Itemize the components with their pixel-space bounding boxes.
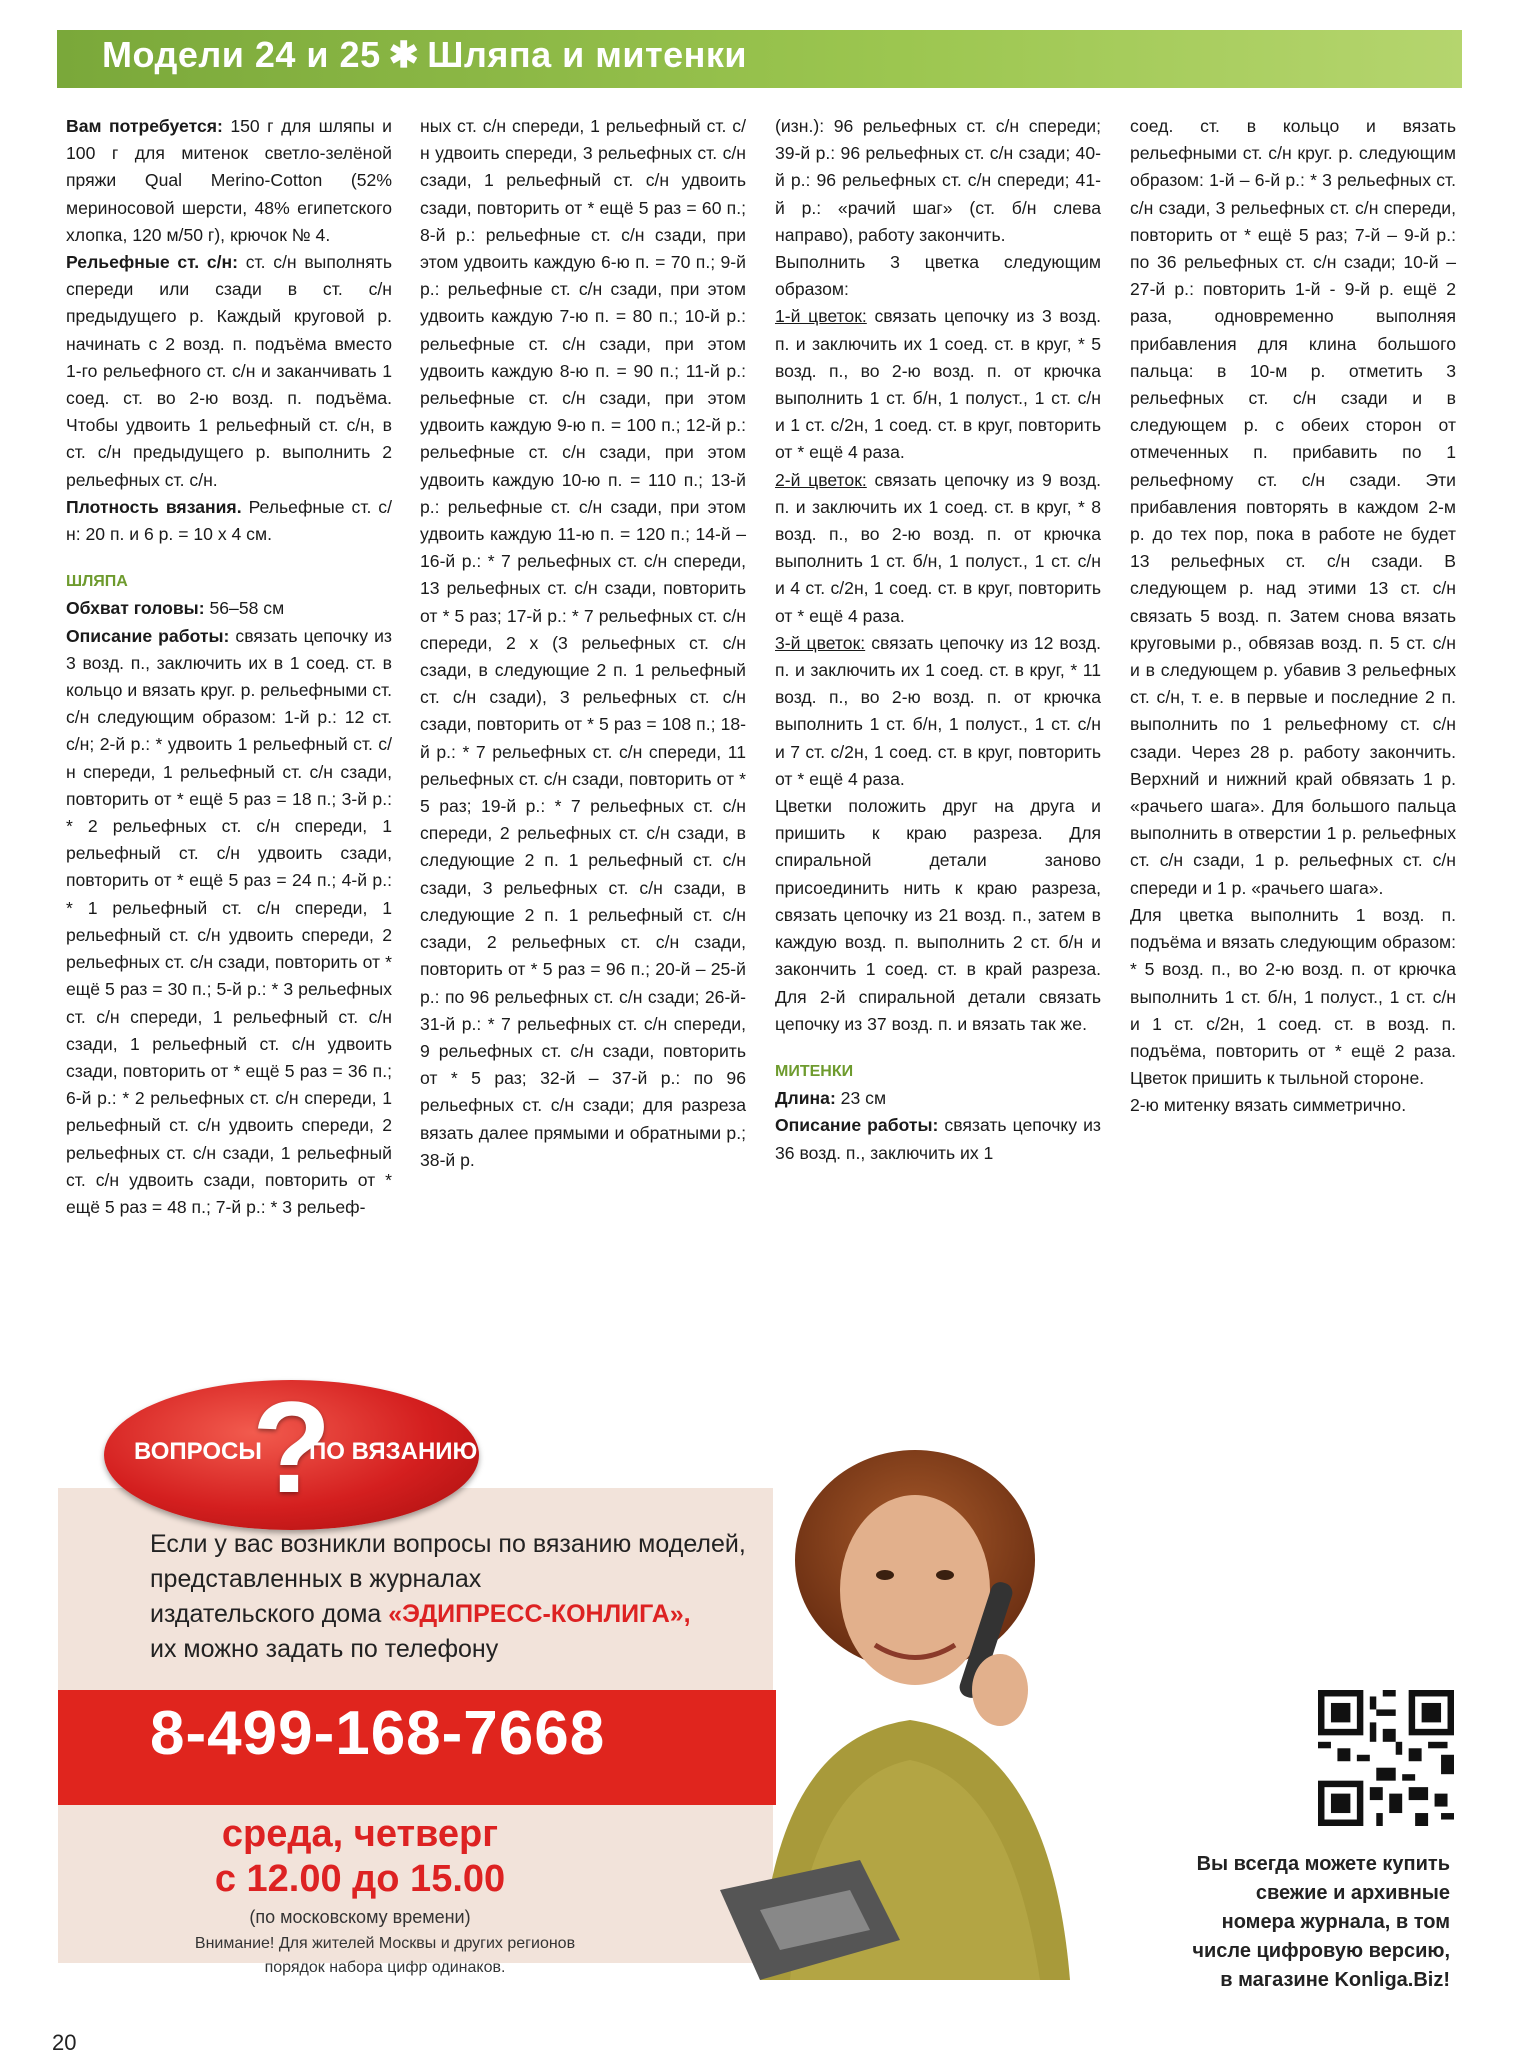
page-number: 20: [52, 2030, 77, 2055]
timezone-note: (по московскому времени): [249, 1907, 471, 1927]
column-1: Вам потребуется: 150 г для шляпы и 100 г для митенок светло-зелёной пряжи Qual Merino-Cotton (52% мериносовой шерсти, 48% египетского хлопка, 120 м/50 г), крючок № 4. Рельефные ст. с/н: ст. с/н выполнять спереди или сзади в ст. с/н предыдущего р. Каждый круговой р. начинать с 2 возд. п. подъёма вместо 1-го рельефного ст. с/н и заканчивать 1 соед. ст. во 2-ю возд. п. подъёма. Чтобы удвоить 1 рельефный ст. с/н, в ст. с/н предыдущего р. выполнить 2 рельефных ст. с/н. Плотность вязания. Рельефные ст. с/н: 20 п. и 6 р. = 10 х 4 см. ШЛЯПА Обхват головы: 56–58 см Описание работы: связать цепочку из 3 возд. п., заключить их в 1 соед. ст. в кольцо и вязать круг. р. рельефными ст. с/н следующим образом: 1-й р.: 12 ст. с/н; 2-й р.: * удвоить 1 рельефный ст. с/н спереди, 1 рельефный ст. с/н сзади, повторить от * ещё 5 раз = 18 п.; 3-й р.: * 2 рельефных ст. с/н спереди, 1 рельефный ст. с/н удвоить сзади, повторить от * ещё 5 раз = 24 п.; 4-й р.: * 1 рельефный ст. с/н спереди, 1 рельефный ст. с/н удвоить спереди, 2 рельефных ст. с/н сзади, повторить от * ещё 5 раз = 30 п.; 5-й р.: * 3 рельефных ст. с/н спереди, 1 рельефный ст. с/н сзади, 1 рельефный ст. с/н удвоить сзади, повторить от * ещё 5 раз = 36 п.; 6-й р.: * 2 рельефных ст. с/н спереди, 1 рельефный ст. с/н удвоить спереди, 2 рельефных ст. с/н сзади, 1 рельефный ст. с/н удвоить сзади, повторить от * ещё 5 раз = 48 п.; 7-й р.: * 3 рельеф-: [66, 116, 392, 1217]
header-bar: [57, 30, 1462, 88]
column-3: (изн.): 96 рельефных ст. с/н спереди; 39-й р.: 96 рельефных ст. с/н сзади; 40-й р.: 96 рельефных ст. с/н спереди; 41-й р.: «рачий шаг» (ст. б/н слева направо), работу закончить. Выполнить 3 цветка следующим образом: 1-й цветок: связать цепочку из 3 возд. п. и заключить их 1 соед. ст. в круг, * 5 возд. п., во 2-ю возд. п. от крючка выполнить 1 ст. б/н, 1 полуст., 1 ст. с/н и 1 ст. с/2н, 1 соед. ст. в круг, повторить от * ещё 4 раза. 2-й цветок: связать цепочку из 9 возд. п. и заключить их 1 соед. ст. в круг, * 8 возд. п., во 2-ю возд. п. от крючка выполнить 1 ст. б/н, 1 полуст., 1 ст. с/н и 4 ст. с/2н, 1 соед. ст. в круг, повторить от * ещё 4 раза. 3-й цветок: связать цепочку из 12 возд. п. и заключить их 1 соед. ст. в круг, * 11 возд. п., во 2-ю возд. п. от крючка выполнить 1 ст. б/н, 1 полуст., 1 ст. с/н и 7 ст. с/2н, 1 соед. ст. в круг, повторить от * ещё 4 раза. Цветки положить друг на друга и пришить к краю разреза. Для спиральной детали заново присоединить нить к краю разреза, связать цепочку из 21 возд. п., затем в каждую возд. п. выполнить 2 ст. б/н и закончить 1 соед. ст. в край разреза. Для 2-й спиральной детали связать цепочку из 37 возд. п. и вязать так же. МИТЕНКИ Длина: 23 см Описание работы: связать цепочку из 36 возд. п., заключить их 1: [775, 116, 1101, 1163]
publisher-name: «ЭДИПРЕСС-КОНЛИГА»,: [388, 1600, 691, 1628]
woman-phone-photo: [700, 1440, 1120, 1980]
questions-badge: ВОПРОСЫ ? ПО ВЯЗАНИЮ: [104, 1380, 479, 1530]
phone-number[interactable]: 8-499-168-7668: [150, 1699, 606, 1768]
section-heading-hat: ШЛЯПА: [66, 573, 128, 591]
questions-intro: Если у вас возникли вопросы по вязанию моделей, представленных в журналах издательского дома «ЭДИПРЕСС-КОНЛИГА», их можно задать по телефону: [150, 1530, 746, 1663]
shop-note: Вы всегда можете купить свежие и архивные номера журнала, в том числе цифровую версию, в магазине Konliga.Biz!: [1192, 1853, 1450, 1991]
call-days: среда, четверг: [221, 1813, 499, 1855]
section-heading-mittens: МИТЕНКИ: [775, 1062, 854, 1080]
star-icon: ✱: [388, 34, 420, 75]
dialing-note: Внимание! Для жителей Москвы и других регионов порядок набора цифр одинаков.: [194, 1935, 576, 1976]
call-hours: с 12.00 до 15.00: [214, 1858, 506, 1900]
article-columns: [66, 113, 1456, 1303]
question-mark-icon: ?: [252, 1374, 332, 1520]
qr-code[interactable]: [1318, 1690, 1454, 1826]
column-2: ных ст. с/н спереди, 1 рельефный ст. с/н удвоить спереди, 3 рельефных ст. с/н сзади, 1 рельефный ст. с/н удвоить сзади, повторить от * ещё 5 раз = 60 п.; 8-й р.: рельефные ст. с/н сзади, при этом удвоить каждую 6-ю п. = 70 п.; 9-й р.: рельефные ст. с/н сзади, при этом удвоить каждую 7-ю п. = 80 п.; 10-й р.: рельефные ст. с/н сзади, при этом удвоить каждую 8-ю п. = 90 п.; 11-й р.: рельефные ст. с/н сзади, при этом удвоить каждую 9-ю п. = 100 п.; 12-й р.: рельефные ст. с/н сзади, при этом удвоить каждую 10-ю п. = 110 п.; 13-й р.: рельефные ст. с/н сзади, при этом удвоить каждую 11-ю п. = 120 п.; 14-й – 16-й р.: * 7 рельефных ст. с/н спереди, 13 рельефных ст. с/н сзади, повторить от * 5 раз; 17-й р.: * 7 рельефных ст. с/н спереди, 2 х (3 рельефных ст. с/н сзади, в следующие 2 п. 1 рельефный ст. с/н сзади), 3 рельефных ст. с/н сзади, повторить от * 5 раз = 108 п.; 18-й р.: * 7 рельефных ст. с/н спереди, 11 рельефных ст. с/н сзади, повторить от * 5 раз; 19-й р.: * 7 рельефных ст. с/н спереди, 2 рельефных ст. с/н сзади, в следующие 2 п. 1 рельефный ст. с/н сзади, 3 рельефных ст. с/н сзади, в следующие 2 п. 1 рельефный ст. с/н сзади, 2 рельефных ст. с/н сзади, повторить от * 5 раз = 96 п.; 20-й – 25-й р.: по 96 рельефных ст. с/н сзади; 26-й- 31-й р.: * 7 рельефных ст. с/н спереди, 9 рельефных ст. с/н сзади, повторить от * 5 раз; 32-й – 37-й р.: по 96 рельефных ст. с/н сзади; для разреза вязать далее прямыми и обратными р.; 38-й р.: [420, 116, 746, 1170]
column-4: соед. ст. в кольцо и вязать рельефными ст. с/н круг. р. следующим образом: 1-й – 6-й р.: * 3 рельефных ст. с/н сзади, 3 рельефных ст. с/н спереди, повторить от * ещё 5 раз; 7-й – 9-й р.: по 36 рельефных ст. с/н сзади; 10-й – 27-й р.: повторить 1-й - 9-й р. ещё 2 раза, одновременно выполняя прибавления для клина большого пальца: в 10-м р. отметить 3 рельефных ст. с/н сзади и в следующем р. с обеих сторон от отмеченных п. прибавить по 1 рельефному ст. с/н сзади. Эти прибавления повторять в каждом 2-м р. до тех пор, пока в работе не будет 13 рельефных ст. с/н сзади. В следующем р. над этими 13 ст. с/н связать 5 возд. п. Затем снова вязать круговыми р., обвязав возд. п. 5 ст. с/н и в следующем р. убавив 3 рельефных ст. с/н, т. е. в первые и последние 2 п. выполнить по 1 рельефному ст. с/н сзади. Через 28 р. работу закончить. Верхний и нижний край обвязать 1 р. «рачьего шага». Для большого пальца выполнить в отверстии 1 р. рельефных ст. с/н сзади, 1 р. рельефных ст. с/н спереди и 1 р. «рачьего шага». Для цветка выполнить 1 возд. п. подъёма и вязать следующим образом: * 5 возд. п., во 2-ю возд. п. от крючка выполнить 1 ст. б/н, 1 полуст., 1 ст. с/н и 1 ст. с/2н, 1 соед. ст. в возд. п. подъёма, повторить от * ещё 2 раза. Цветок пришить к тыльной стороне. 2-ю митенку вязать симметрично.: [1130, 116, 1456, 1116]
page-title: Модели 24 и 25 ✱ Шляпа и митенки: [102, 34, 748, 75]
